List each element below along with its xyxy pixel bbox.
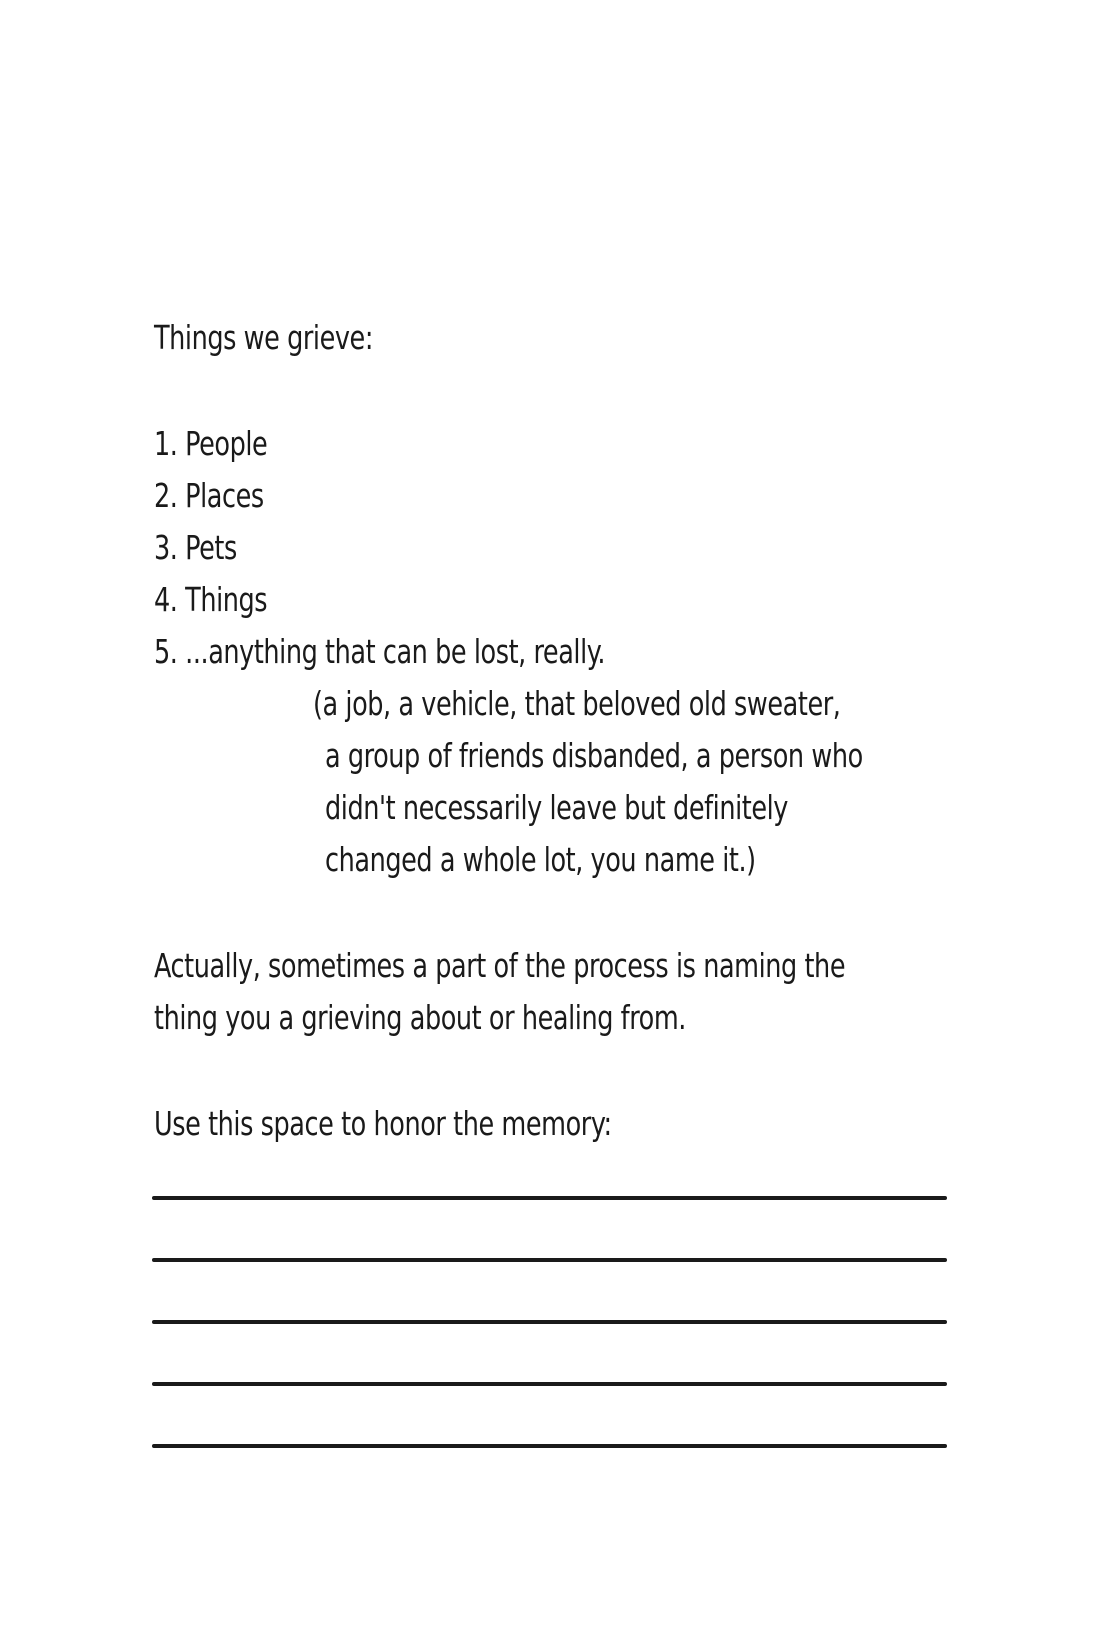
writing-prompt: Use this space to honor the memory: — [154, 1104, 612, 1143]
aside-line: didn't necessarily leave but definitely — [325, 788, 788, 827]
writing-line[interactable] — [152, 1196, 947, 1200]
list-item-things: 4. Things — [154, 580, 268, 619]
writing-line[interactable] — [152, 1258, 947, 1262]
list-item-people: 1. People — [154, 424, 268, 463]
aside-line: changed a whole lot, you name it.) — [325, 840, 756, 879]
paragraph-line: thing you a grieving about or healing from. — [154, 998, 686, 1037]
list-item-anything: 5. ...anything that can be lost, really. — [154, 632, 606, 671]
worksheet-heading: Things we grieve: — [154, 318, 374, 357]
list-item-places: 2. Places — [154, 476, 264, 515]
writing-line[interactable] — [152, 1444, 947, 1448]
aside-line: (a job, a vehicle, that beloved old sweater, — [313, 684, 841, 723]
writing-line[interactable] — [152, 1382, 947, 1386]
paragraph-line: Actually, sometimes a part of the process is naming the — [154, 946, 846, 985]
writing-line[interactable] — [152, 1320, 947, 1324]
list-item-pets: 3. Pets — [154, 528, 237, 567]
aside-line: a group of friends disbanded, a person who — [325, 736, 863, 775]
